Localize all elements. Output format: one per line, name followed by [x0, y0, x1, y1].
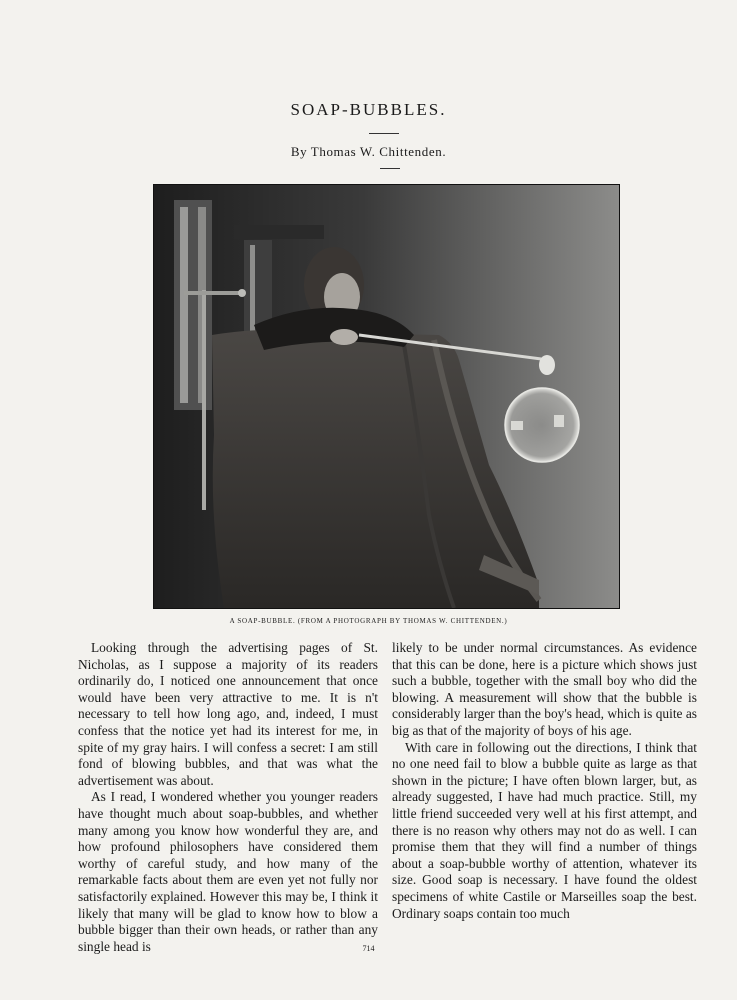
paragraph: likely to be under normal circumstances. As evidence that this can be done, here is a picture which shows just such a bubble, together with the small boy who did the blowing. A measurement will show that the bubble is considerably larger than the boy's head, which is quite as big as that of the majority of boys of his age.: [392, 640, 697, 738]
text-column-right: [392, 640, 697, 922]
paragraph: As I read, I wondered whether you younger readers have thought much about soap-bubbles, and whether many among you know how wonderful they are, and how profound philosophers have considered them worthy of careful study, and how many of the remarkable facts about them are even yet not fully nor satisfactorily explained. However this may be, I think it likely that many will be glad to know how to blow a bubble bigger than their own heads, or rather than any single head is: [78, 789, 378, 954]
byline-rule: [380, 168, 400, 169]
page-number: 714: [362, 944, 375, 953]
text-column-left: [78, 640, 378, 955]
title-rule: [369, 133, 399, 134]
soap-bubble-photograph: [153, 184, 620, 609]
article-byline: By Thomas W. Chittenden.: [290, 144, 447, 159]
paragraph: With care in following out the directions, I think that no one need fail to blow a bubble quite as large as that shown in the picture; I have often blown larger, but, as already suggested, I have had much practice. Still, my little friend succeeded very well at his first attempt, and there is no reason why others may not do as well. I can promise them that they will find a number of things about a soap-bubble worthy of attention, whatever its size. Good soap is necessary. I have found the oldest specimens of white Castile or Marseilles soap the best. Ordinary soaps contain too much: [392, 739, 697, 921]
photo-caption: A SOAP-BUBBLE. (FROM A PHOTOGRAPH BY THOMAS W. CHITTENDEN.): [229, 617, 508, 625]
paragraph: Looking through the advertising pages of St. Nicholas, as I suppose a majority of its readers ordinarily do, I noticed one announcement that once would have been very attractive to me. It is n't necessary to tell how long ago, and, indeed, I must confess that the notice yet had its interest for me, in spite of my gray hairs. I will confess a secret: I am still fond of blowing bubbles, and that was what the advertisement was about.: [78, 640, 378, 788]
article-title: SOAP-BUBBLES.: [290, 100, 447, 119]
